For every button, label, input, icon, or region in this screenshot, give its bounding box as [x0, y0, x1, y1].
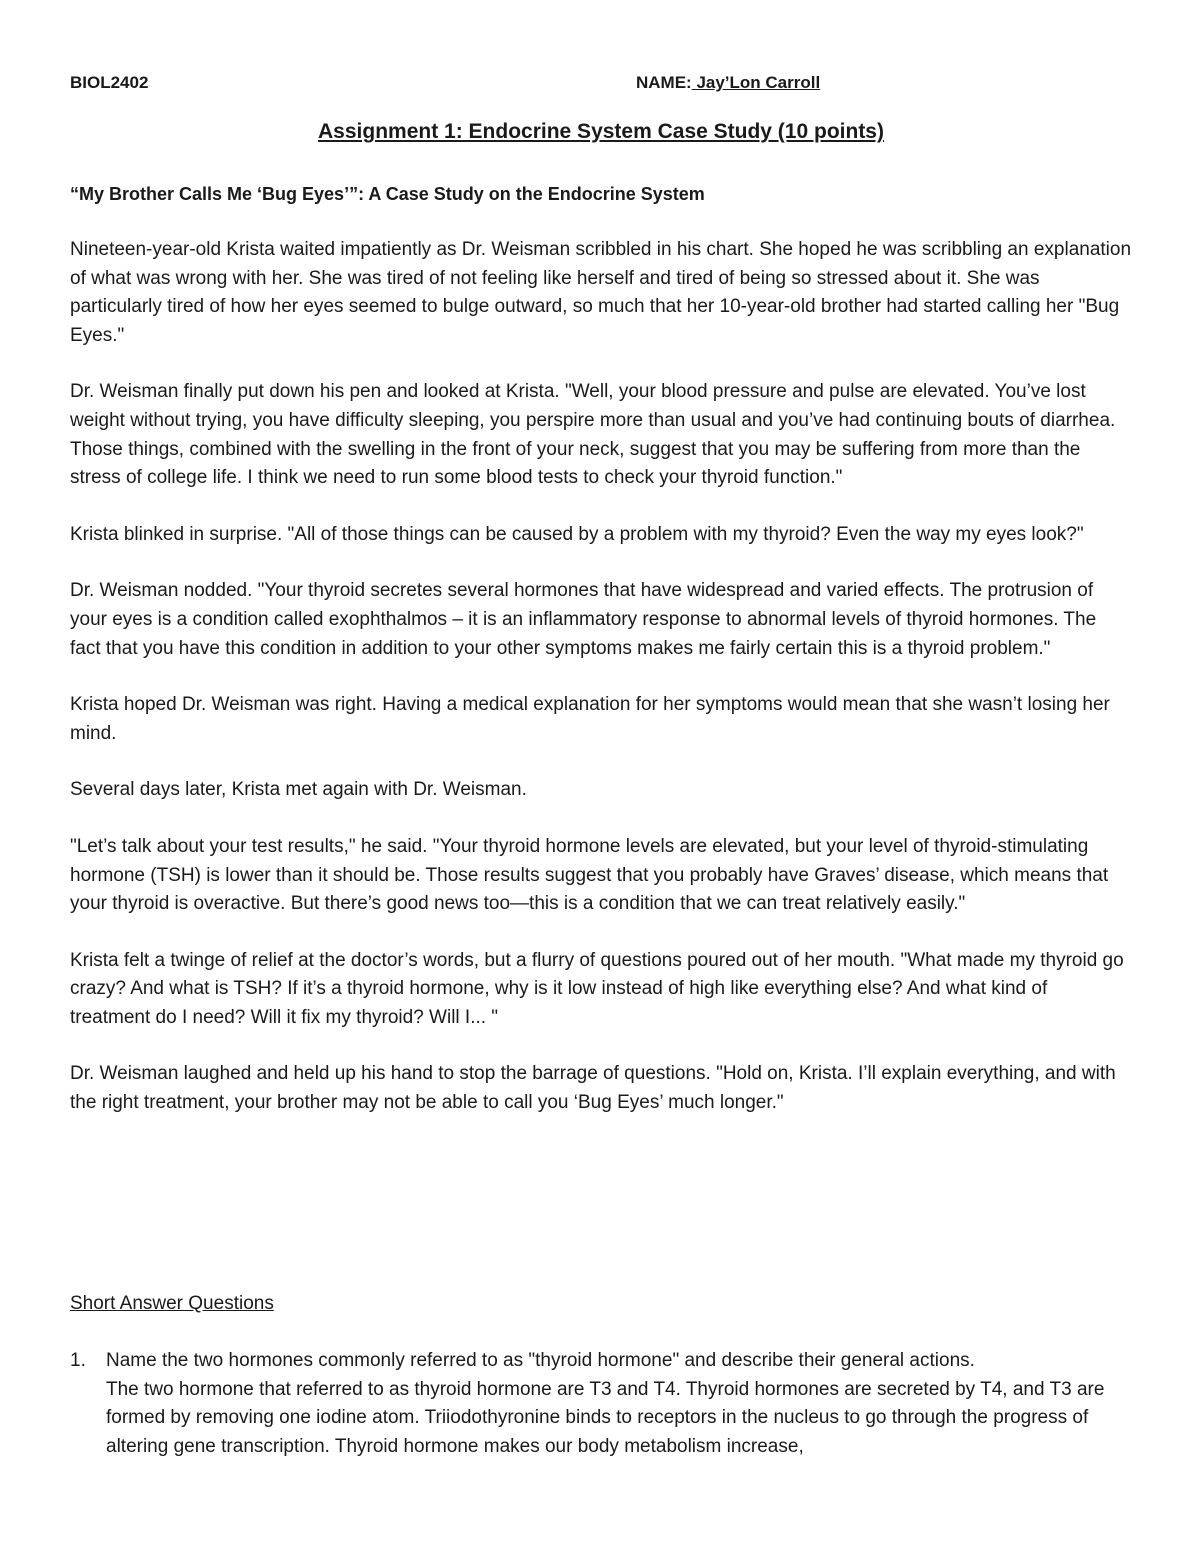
- question-item: [70, 1347, 1132, 1461]
- course-code: BIOL2402: [70, 73, 149, 92]
- case-study-body: [70, 236, 1132, 1146]
- question-text: Name the two hormones commonly referred to as "thyroid hormone" and describe their general actions.: [106, 1350, 975, 1371]
- paragraph: Dr. Weisman laughed and held up his hand to stop the barrage of questions. "Hold on, Krista. I’ll explain everything, and with the right treatment, your brother may not be able to call you ‘Bug Eyes’ much longer.": [70, 1063, 1116, 1114]
- paragraph: Krista felt a twinge of relief at the doctor’s words, but a flurry of questions poured out of her mouth. "What made my thyroid go crazy? And what is TSH? If it’s a thyroid hormone, why is it low instead of high like everything else? And what kind of treatment do I need? Will it fix my thyroid? Will I... ": [70, 949, 1124, 1028]
- paragraph: "Let’s talk about your test results," he said. "Your thyroid hormone levels are elevated, but your level of thyroid-stimulating hormone (TSH) is lower than it should be. Those results suggest that you probably have Graves’ disease, which means that your thyroid is overactive. But there’s good news too—this is a condition that we can treat relatively easily.": [70, 835, 1109, 915]
- paragraph: Krista blinked in surprise. "All of those things can be caused by a problem with my thyroid? Even the way my eyes look?": [70, 523, 1084, 545]
- paragraph: Several days later, Krista met again with Dr. Weisman.: [70, 779, 527, 801]
- paragraph: Nineteen-year-old Krista waited impatiently as Dr. Weisman scribbled in his chart. She hoped he was scribbling an explanation of what was wrong with her. She was tired of not feeling like herself and tired of being so stressed about it. She was particularly tired of how her eyes seemed to bulge outward, so much that her 10-year-old brother had started calling her "Bug Eyes.": [70, 239, 1132, 346]
- paragraph: Dr. Weisman nodded. "Your thyroid secretes several hormones that have widespread and varied effects. The protrusion of your eyes is a condition called exophthalmos – it is an inflammatory response to abnormal levels of thyroid hormones. The fact that you have this condition in addition to your other symptoms makes me fairly certain this is a thyroid problem.": [70, 580, 1097, 659]
- name-label: NAME:: [636, 73, 692, 92]
- question-list: [70, 1347, 1132, 1461]
- paragraph: Krista hoped Dr. Weisman was right. Having a medical explanation for her symptoms would mean that she wasn’t losing her mind.: [70, 694, 1110, 744]
- question-number: 1.: [70, 1350, 86, 1371]
- answer-text: The two hormone that referred to as thyroid hormone are T3 and T4. Thyroid hormones are secreted by T4, and T3 are formed by removing one iodine atom. Triiodothyronine binds to receptors in the nucleus to go through the progress of altering gene transcription. Thyroid hormone makes our body metabolism increase,: [106, 1378, 1105, 1457]
- case-study-subtitle: “My Brother Calls Me ‘Bug Eyes’”: A Case Study on the Endocrine System: [70, 184, 705, 204]
- paragraph: Dr. Weisman finally put down his pen and looked at Krista. "Well, your blood pressure and pulse are elevated. You’ve lost weight without trying, you have difficulty sleeping, you perspire more than usual and you’ve had continuing bouts of diarrhea. Those things, combined with the swelling in the front of your neck, suggest that you may be suffering from more than the stress of college life. I think we need to run some blood tests to check your thyroid function.": [70, 381, 1116, 489]
- student-name-field: [636, 71, 820, 95]
- short-answer-heading: Short Answer Questions: [70, 1293, 274, 1314]
- student-name: Jay’Lon Carroll: [691, 73, 821, 92]
- assignment-title: Assignment 1: Endocrine System Case Study (10 points): [318, 120, 884, 143]
